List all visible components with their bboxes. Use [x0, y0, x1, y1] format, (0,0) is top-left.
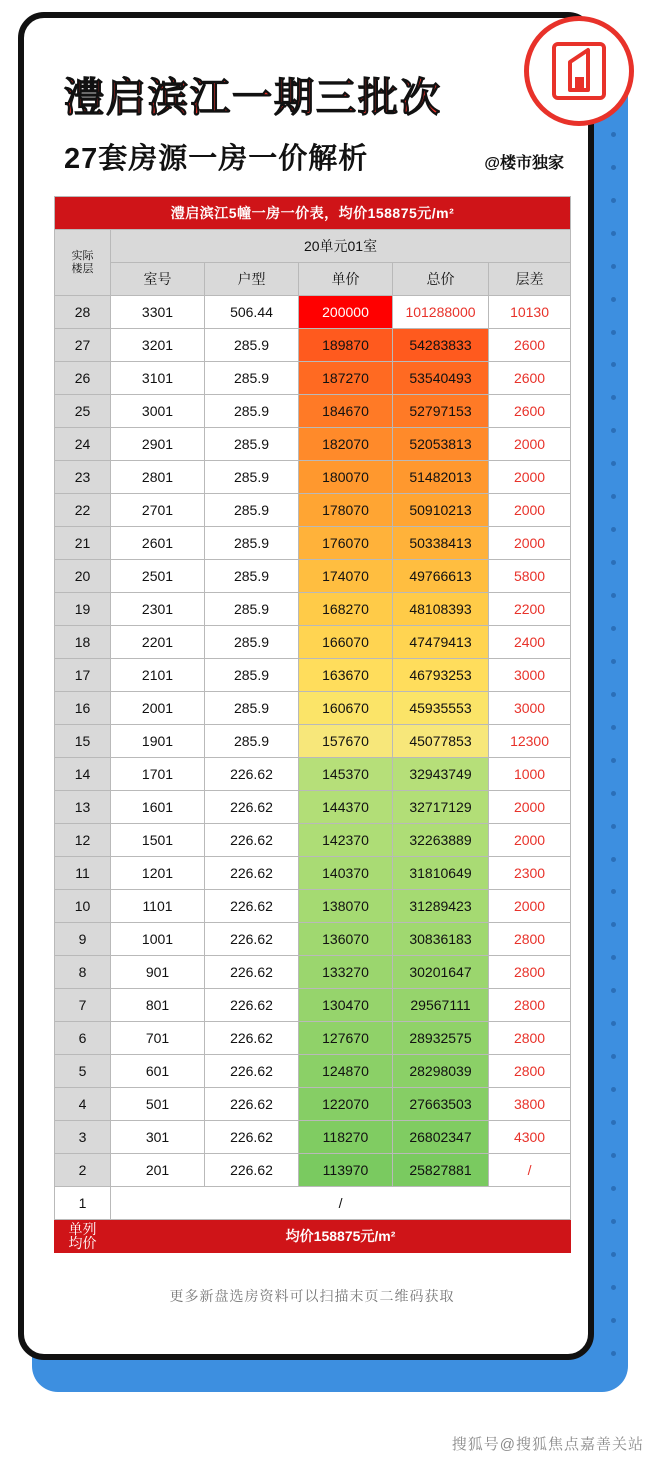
average-row	[55, 1220, 571, 1253]
cell-unit-price: 178070	[299, 494, 393, 527]
cell-unit-price: 174070	[299, 560, 393, 593]
cell-floor-diff: 2600	[489, 362, 571, 395]
cell-total-price: 26802347	[393, 1121, 489, 1154]
table-row	[55, 593, 571, 626]
cell-unit-price: 140370	[299, 857, 393, 890]
cell-total-price: 28932575	[393, 1022, 489, 1055]
cell-floor-diff: 3000	[489, 692, 571, 725]
cell-floor: 17	[55, 659, 111, 692]
table-row	[55, 692, 571, 725]
table-row	[55, 791, 571, 824]
cell-area: 285.9	[205, 461, 299, 494]
cell-floor-diff: 2800	[489, 989, 571, 1022]
unit-header-row	[55, 230, 571, 263]
cell-unit-no: 3201	[111, 329, 205, 362]
column-header: 单价	[299, 263, 393, 296]
cell-floor-diff: 4300	[489, 1121, 571, 1154]
cell-unit-price: 184670	[299, 395, 393, 428]
cell-floor-diff: 2800	[489, 956, 571, 989]
cell-unit-price: 189870	[299, 329, 393, 362]
cell-total-price: 54283833	[393, 329, 489, 362]
cell-floor-diff: 12300	[489, 725, 571, 758]
cell-floor: 2	[55, 1154, 111, 1187]
cell-unit-price: 160670	[299, 692, 393, 725]
column-header-row	[55, 263, 571, 296]
cell-unit-no: 3101	[111, 362, 205, 395]
cell-floor-diff: 10130	[489, 296, 571, 329]
cell-floor: 16	[55, 692, 111, 725]
cell-area: 226.62	[205, 989, 299, 1022]
cell-unit-no: 1501	[111, 824, 205, 857]
column-header: 室号	[111, 263, 205, 296]
cell-unit-price: 142370	[299, 824, 393, 857]
cell-unit-no: 2801	[111, 461, 205, 494]
cell-total-price: 52797153	[393, 395, 489, 428]
cell-unit-no: 701	[111, 1022, 205, 1055]
cell-total-price: 49766613	[393, 560, 489, 593]
cell-area: 285.9	[205, 725, 299, 758]
cell-unit-no: 1901	[111, 725, 205, 758]
cell-floor-diff: 2000	[489, 494, 571, 527]
watermark-text: 搜狐号@搜狐焦点嘉善关站	[451, 1436, 644, 1453]
cell-unit-price: 180070	[299, 461, 393, 494]
cell-floor-diff: 2600	[489, 329, 571, 362]
cell-unit-price: 136070	[299, 923, 393, 956]
cell-area: 506.44	[205, 296, 299, 329]
cell-floor-diff: 2000	[489, 461, 571, 494]
cell-total-price: 25827881	[393, 1154, 489, 1187]
table-row	[55, 560, 571, 593]
cell-total-price: 29567111	[393, 989, 489, 1022]
cell-unit-price: 163670	[299, 659, 393, 692]
cell-unit-no: 1201	[111, 857, 205, 890]
unit-label-cell: 20单元01室	[111, 230, 571, 263]
cell-total-price: 31810649	[393, 857, 489, 890]
average-value: 均价158875元/m²	[111, 1220, 571, 1253]
cell-floor: 11	[55, 857, 111, 890]
cell-area: 226.62	[205, 791, 299, 824]
column-header: 总价	[393, 263, 489, 296]
cell-floor: 23	[55, 461, 111, 494]
cell-floor: 10	[55, 890, 111, 923]
cell-unit-price: 187270	[299, 362, 393, 395]
cell-total-price: 45935553	[393, 692, 489, 725]
cell-unit-price: 200000	[299, 296, 393, 329]
cell-unit-no: 1701	[111, 758, 205, 791]
cell-area: 226.62	[205, 1121, 299, 1154]
table-row	[55, 461, 571, 494]
cell-floor-diff: 2000	[489, 890, 571, 923]
cell-floor-diff: 3000	[489, 659, 571, 692]
cell-floor: 4	[55, 1088, 111, 1121]
cell-floor: 9	[55, 923, 111, 956]
cell-unit-price: 168270	[299, 593, 393, 626]
cell-floor-diff: 2000	[489, 527, 571, 560]
table-row	[55, 758, 571, 791]
cell-unit-price: 138070	[299, 890, 393, 923]
cell-unit-no: 2201	[111, 626, 205, 659]
cell-total-price: 48108393	[393, 593, 489, 626]
cell-unit-no: 2601	[111, 527, 205, 560]
cell-unit-no: 1601	[111, 791, 205, 824]
content-card	[18, 12, 594, 1360]
cell-area: 226.62	[205, 824, 299, 857]
cell-floor: 18	[55, 626, 111, 659]
cell-floor: 15	[55, 725, 111, 758]
cell-unit-no: 2901	[111, 428, 205, 461]
cell-empty-value: /	[111, 1187, 571, 1220]
cell-area: 285.9	[205, 494, 299, 527]
table-row	[55, 857, 571, 890]
cell-unit-no: 2101	[111, 659, 205, 692]
cell-floor: 7	[55, 989, 111, 1022]
cell-floor-diff: 2000	[489, 791, 571, 824]
cell-unit-price: 127670	[299, 1022, 393, 1055]
table-row	[55, 725, 571, 758]
cell-area: 285.9	[205, 593, 299, 626]
floor-header-cell: 实际 楼层	[55, 230, 111, 296]
cell-area: 285.9	[205, 527, 299, 560]
cell-unit-price: 157670	[299, 725, 393, 758]
cell-floor: 28	[55, 296, 111, 329]
table-row	[55, 1055, 571, 1088]
cell-unit-no: 2701	[111, 494, 205, 527]
table-row	[55, 626, 571, 659]
cell-unit-price: 118270	[299, 1121, 393, 1154]
table-row	[55, 395, 571, 428]
cell-floor: 12	[55, 824, 111, 857]
price-table-wrapper	[54, 196, 570, 1253]
building-logo-icon	[524, 16, 634, 126]
cell-unit-price: 124870	[299, 1055, 393, 1088]
cell-unit-no: 3301	[111, 296, 205, 329]
cell-total-price: 30836183	[393, 923, 489, 956]
blue-dot-strip	[608, 66, 618, 1356]
cell-total-price: 46793253	[393, 659, 489, 692]
cell-unit-price: 182070	[299, 428, 393, 461]
source-credit: @楼市独家	[484, 155, 564, 172]
price-table	[54, 196, 571, 1253]
cell-total-price: 28298039	[393, 1055, 489, 1088]
cell-floor: 22	[55, 494, 111, 527]
cell-floor: 14	[55, 758, 111, 791]
poster-root	[18, 12, 642, 1392]
cell-unit-price: 113970	[299, 1154, 393, 1187]
table-row	[55, 824, 571, 857]
column-header: 户型	[205, 263, 299, 296]
cell-unit-no: 201	[111, 1154, 205, 1187]
table-row	[55, 989, 571, 1022]
footnote-text: 更多新盘选房资料可以扫描末页二维码获取	[169, 1288, 455, 1304]
cell-floor: 13	[55, 791, 111, 824]
average-label: 单列 均价	[55, 1220, 111, 1253]
cell-floor: 21	[55, 527, 111, 560]
cell-floor-diff: /	[489, 1154, 571, 1187]
cell-area: 285.9	[205, 626, 299, 659]
cell-area: 285.9	[205, 329, 299, 362]
cell-unit-price: 166070	[299, 626, 393, 659]
cell-floor: 19	[55, 593, 111, 626]
table-row	[55, 1154, 571, 1187]
cell-floor-diff: 2000	[489, 428, 571, 461]
cell-unit-price: 176070	[299, 527, 393, 560]
cell-floor-diff: 2800	[489, 1022, 571, 1055]
cell-total-price: 32943749	[393, 758, 489, 791]
cell-area: 285.9	[205, 395, 299, 428]
cell-unit-no: 1101	[111, 890, 205, 923]
cell-floor-diff: 1000	[489, 758, 571, 791]
cell-total-price: 50338413	[393, 527, 489, 560]
table-row	[55, 659, 571, 692]
table-row	[55, 956, 571, 989]
cell-area: 226.62	[205, 1055, 299, 1088]
cell-total-price: 50910213	[393, 494, 489, 527]
cell-total-price: 51482013	[393, 461, 489, 494]
cell-floor-diff: 5800	[489, 560, 571, 593]
cell-area: 226.62	[205, 1088, 299, 1121]
subtitle-row	[64, 136, 564, 177]
table-row	[55, 1022, 571, 1055]
cell-total-price: 47479413	[393, 626, 489, 659]
table-row	[55, 923, 571, 956]
table-banner-row	[55, 197, 571, 230]
cell-floor-diff: 3800	[489, 1088, 571, 1121]
page-subtitle: 27套房源一房一价解析	[64, 143, 369, 175]
cell-total-price: 30201647	[393, 956, 489, 989]
table-row	[55, 296, 571, 329]
column-header: 层差	[489, 263, 571, 296]
cell-floor-diff: 2800	[489, 923, 571, 956]
cell-unit-no: 1001	[111, 923, 205, 956]
cell-unit-price: 144370	[299, 791, 393, 824]
table-banner: 澧启滨江5幢一房一价表，均价158875元/m²	[55, 197, 571, 230]
cell-floor: 8	[55, 956, 111, 989]
cell-area: 226.62	[205, 1022, 299, 1055]
cell-total-price: 27663503	[393, 1088, 489, 1121]
cell-area: 226.62	[205, 1154, 299, 1187]
cell-total-price: 32717129	[393, 791, 489, 824]
cell-unit-price: 133270	[299, 956, 393, 989]
table-row	[55, 890, 571, 923]
cell-unit-no: 2301	[111, 593, 205, 626]
cell-floor: 20	[55, 560, 111, 593]
cell-area: 285.9	[205, 692, 299, 725]
cell-unit-price: 130470	[299, 989, 393, 1022]
cell-area: 226.62	[205, 956, 299, 989]
cell-total-price: 32263889	[393, 824, 489, 857]
cell-unit-no: 901	[111, 956, 205, 989]
table-row	[55, 428, 571, 461]
cell-floor-diff: 2800	[489, 1055, 571, 1088]
cell-total-price: 31289423	[393, 890, 489, 923]
cell-unit-no: 301	[111, 1121, 205, 1154]
cell-area: 285.9	[205, 659, 299, 692]
cell-floor: 27	[55, 329, 111, 362]
cell-area: 285.9	[205, 560, 299, 593]
cell-floor-diff: 2000	[489, 824, 571, 857]
cell-floor-diff: 2200	[489, 593, 571, 626]
cell-floor: 1	[55, 1187, 111, 1220]
cell-total-price: 52053813	[393, 428, 489, 461]
cell-total-price: 53540493	[393, 362, 489, 395]
cell-floor: 25	[55, 395, 111, 428]
cell-unit-price: 122070	[299, 1088, 393, 1121]
table-row	[55, 362, 571, 395]
cell-floor: 6	[55, 1022, 111, 1055]
table-row	[55, 494, 571, 527]
cell-floor: 24	[55, 428, 111, 461]
cell-unit-price: 145370	[299, 758, 393, 791]
table-row	[55, 527, 571, 560]
cell-unit-no: 2001	[111, 692, 205, 725]
table-row	[55, 1121, 571, 1154]
cell-floor-diff: 2300	[489, 857, 571, 890]
cell-floor-diff: 2600	[489, 395, 571, 428]
cell-unit-no: 501	[111, 1088, 205, 1121]
cell-area: 226.62	[205, 923, 299, 956]
cell-unit-no: 601	[111, 1055, 205, 1088]
table-row-ground-floor	[55, 1187, 571, 1220]
cell-total-price: 101288000	[393, 296, 489, 329]
cell-unit-no: 3001	[111, 395, 205, 428]
cell-floor: 5	[55, 1055, 111, 1088]
table-row	[55, 329, 571, 362]
cell-area: 285.9	[205, 362, 299, 395]
page-title: 澧启滨江一期三批次	[64, 76, 442, 120]
cell-floor: 3	[55, 1121, 111, 1154]
cell-area: 226.62	[205, 857, 299, 890]
table-row	[55, 1088, 571, 1121]
cell-area: 226.62	[205, 758, 299, 791]
cell-unit-no: 2501	[111, 560, 205, 593]
cell-area: 226.62	[205, 890, 299, 923]
cell-area: 285.9	[205, 428, 299, 461]
cell-total-price: 45077853	[393, 725, 489, 758]
cell-unit-no: 801	[111, 989, 205, 1022]
cell-floor: 26	[55, 362, 111, 395]
cell-floor-diff: 2400	[489, 626, 571, 659]
